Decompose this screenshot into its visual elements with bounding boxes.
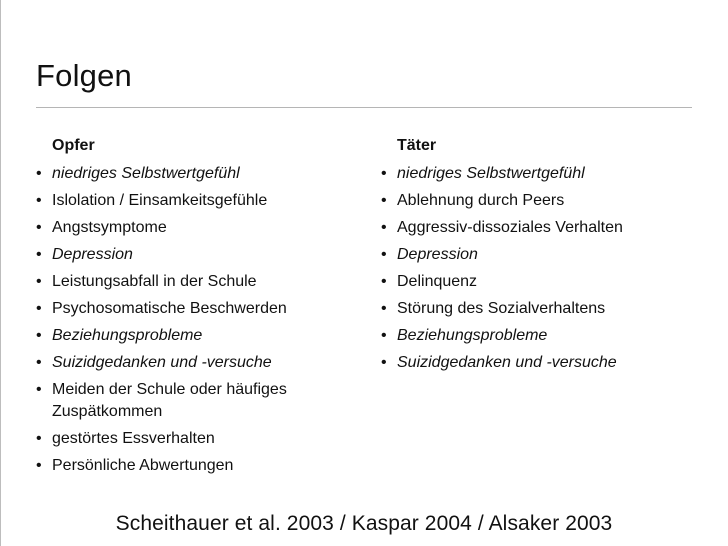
list-item-text: Depression [52,246,133,263]
list-item-text: Angstsymptome [52,219,167,236]
list-item-text: Ablehnung durch Peers [397,192,565,209]
taeter-column [381,134,711,374]
list-item-text: Leistungsabfall in der Schule [52,273,257,290]
list-item-text: Aggressiv-dissoziales Verhalten [397,219,623,236]
bullet: • [36,327,42,344]
list-item [381,271,711,293]
citation-footer: Scheithauer et al. 2003 / Kaspar 2004 / Alsaker 2003 [115,512,613,535]
bullet: • [381,165,387,182]
list-item [36,217,356,239]
bullet: • [381,246,387,263]
bullet: • [381,300,387,317]
list-item-text: Persönliche Abwertungen [52,457,234,474]
list-item [381,325,711,347]
list-item [381,217,711,239]
bullet: • [36,273,42,290]
list-item [36,428,356,450]
bullet: • [381,273,387,290]
list-item-text: Suizidgedanken und -versuche [52,354,272,371]
list-item-text: Islolation / Einsamkeitsgefühle [52,192,268,209]
opfer-heading: Opfer [52,137,95,154]
list-item [381,244,711,266]
list-item [381,352,711,374]
bullet: • [36,219,42,236]
list-item [381,190,711,212]
list-item [36,455,356,477]
list-item-text: niedriges Selbstwertgefühl [52,165,240,182]
bullet: • [36,246,42,263]
bullet: • [381,219,387,236]
list-item [36,379,352,423]
list-item [36,325,356,347]
list-item-text: Beziehungsprobleme [397,327,548,344]
list-item-text: Depression [397,246,478,263]
list-item [36,298,356,320]
list-item [381,298,711,320]
bullet: • [381,327,387,344]
taeter-heading: Täter [397,137,437,154]
list-item [36,271,356,293]
bullet: • [36,430,42,447]
list-item-text: Störung des Sozialverhaltens [397,300,606,317]
opfer-column [36,134,356,477]
list-item [36,352,356,374]
list-item-text: Beziehungsprobleme [52,327,203,344]
list-item-text: Delinquenz [397,273,478,290]
bullet: • [36,165,42,182]
list-item-text: niedriges Selbstwertgefühl [397,165,585,182]
list-item [36,244,356,266]
bullet: • [36,192,42,209]
title-divider [36,107,692,108]
slide-title: Folgen [36,58,132,93]
bullet: • [36,457,42,474]
bullet: • [36,354,42,371]
list-item [36,163,356,185]
list-item-text: Psychosomatische Beschwerden [52,300,287,317]
bullet: • [36,300,42,317]
bullet: • [36,381,42,398]
list-item-text: Meiden der Schule oder häufiges Zuspätkommen [52,381,287,420]
list-item [36,190,356,212]
list-item-text: gestörtes Essverhalten [52,430,215,447]
bullet: • [381,354,387,371]
list-item-text: Suizidgedanken und -versuche [397,354,617,371]
list-item [381,163,711,185]
bullet: • [381,192,387,209]
